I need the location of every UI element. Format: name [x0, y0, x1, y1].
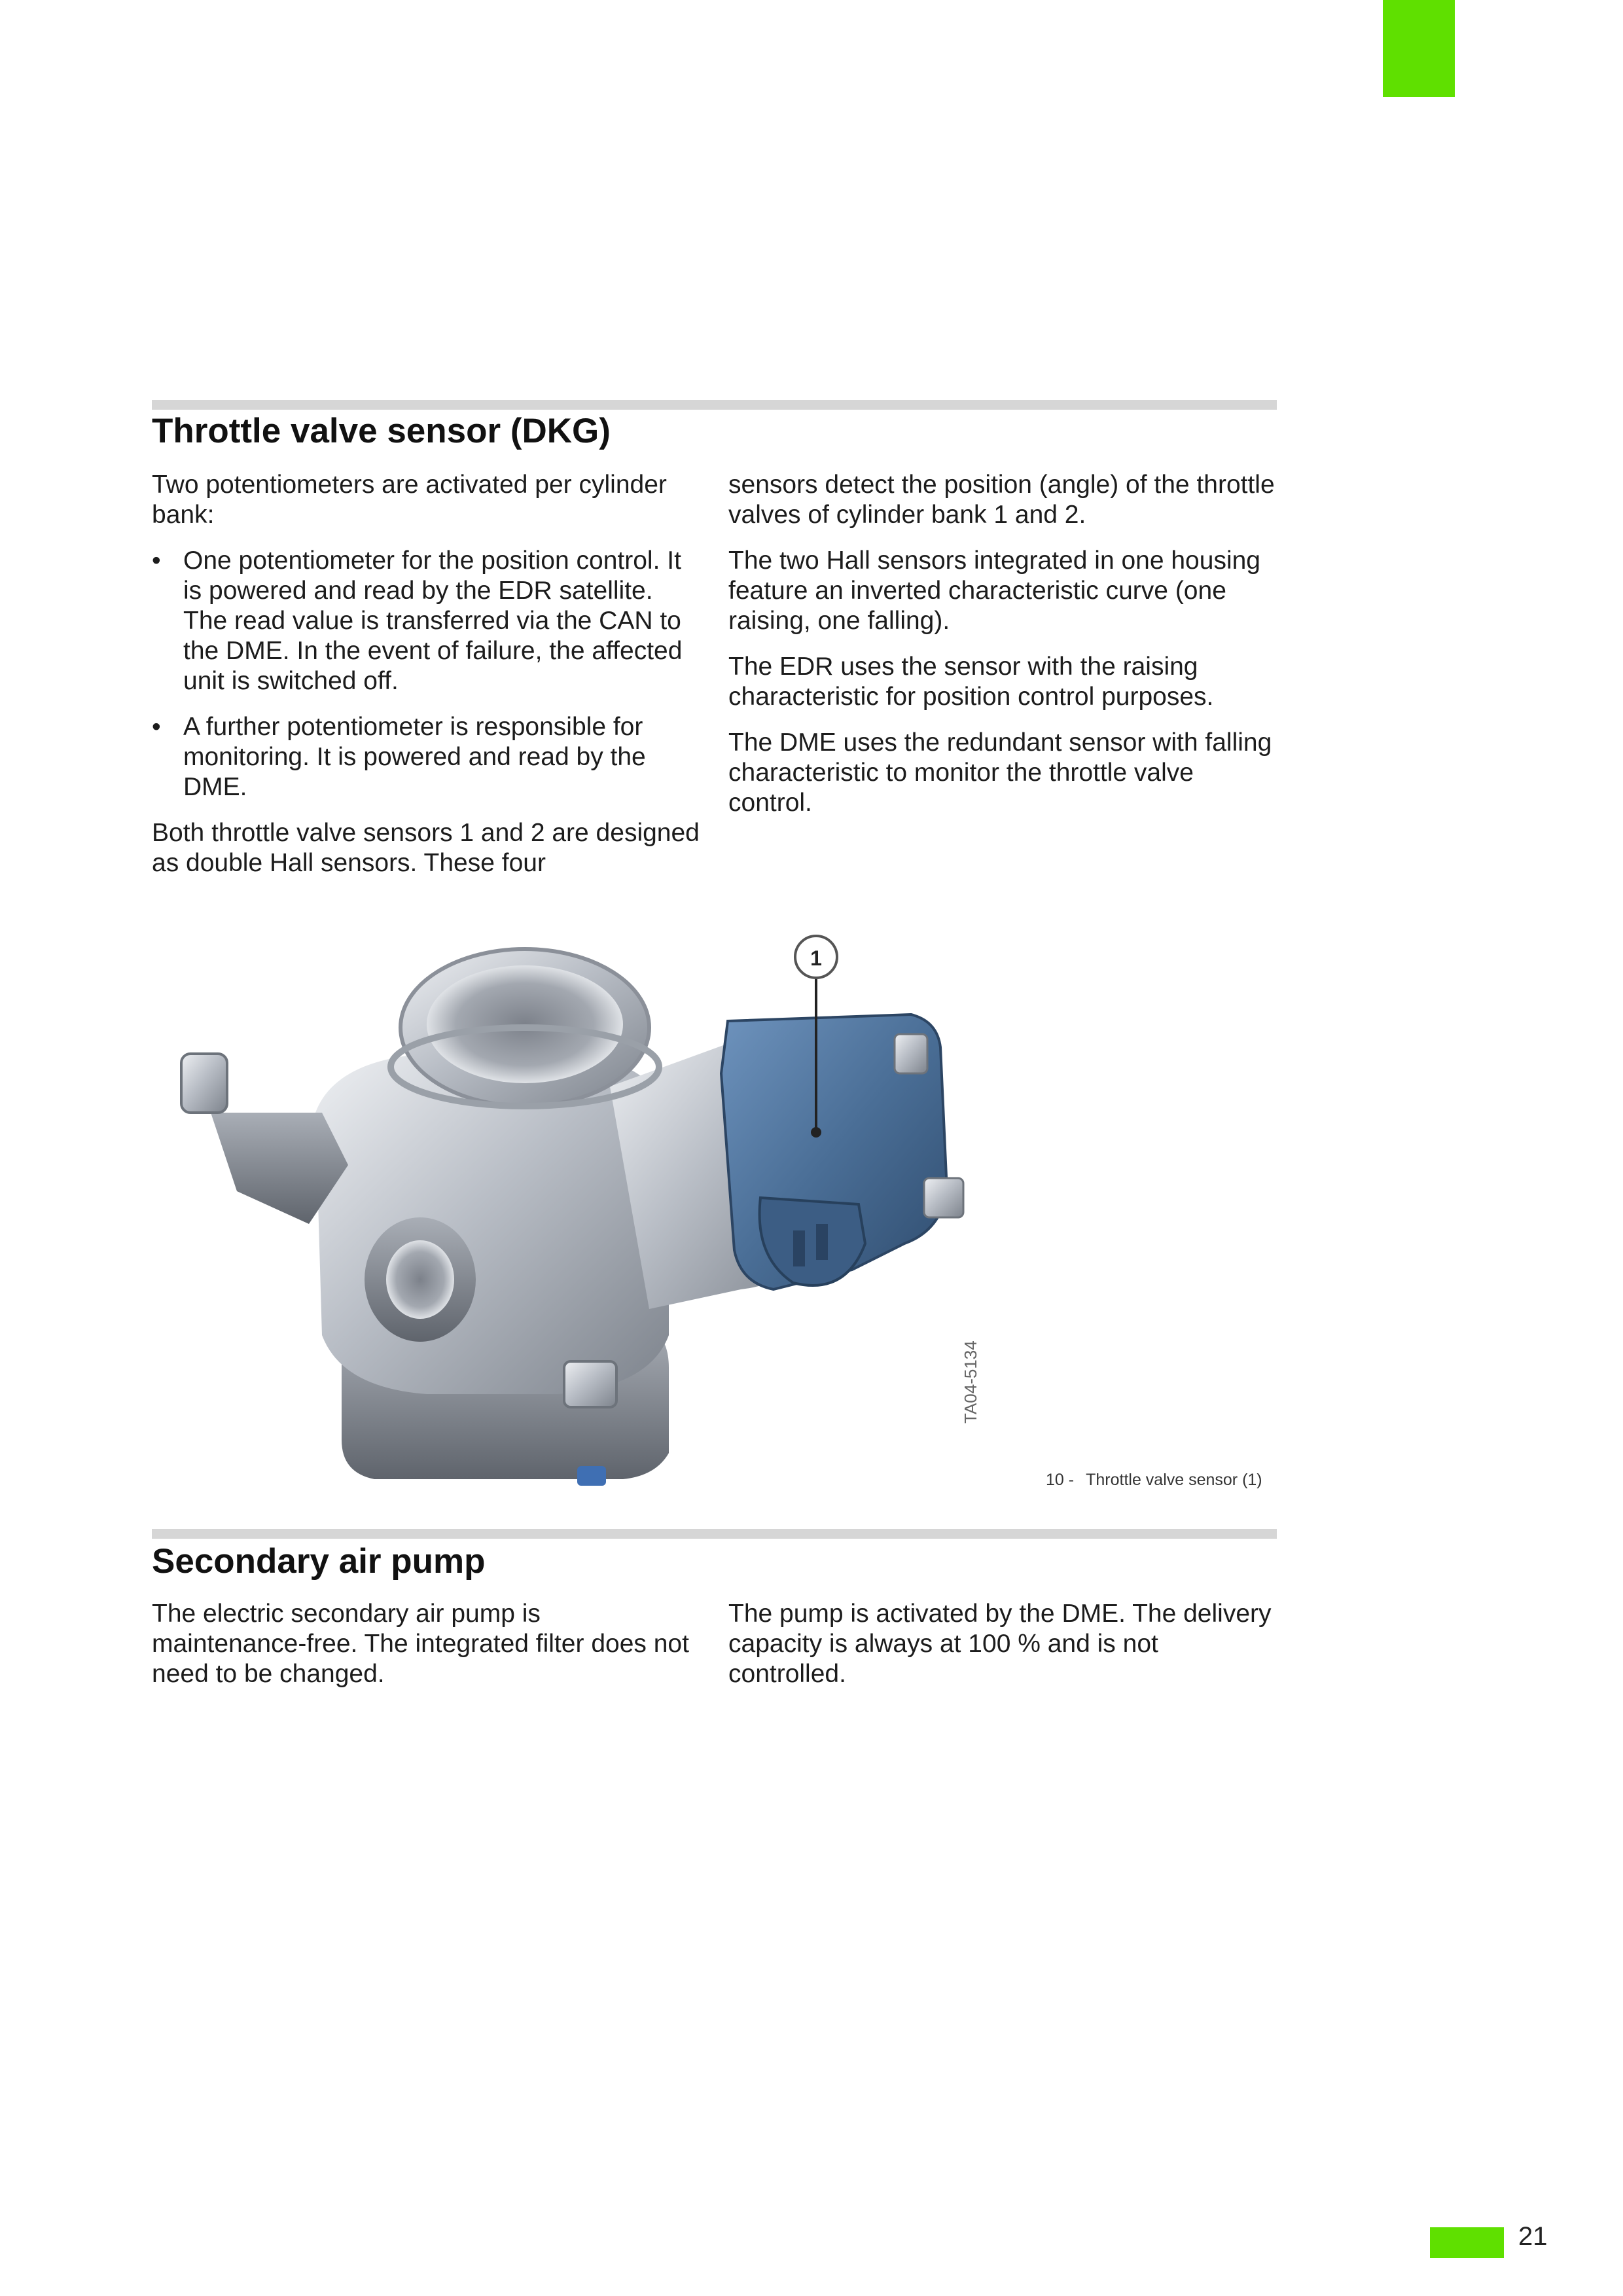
green-page-tab [1430, 2227, 1504, 2258]
pump-activation-paragraph: The pump is activated by the DME. The delivery capacity is always at 100 % and is not controlled. [728, 1600, 1272, 1688]
figure-caption [1046, 1471, 1262, 1490]
green-corner-tab [1383, 0, 1455, 97]
throttle-body-figure [152, 916, 1277, 1505]
hall-sensor-paragraph-end: sensors detect the position (angle) of the throttle valves of cylinder bank 1 and 2. [728, 471, 1275, 529]
section-rule [152, 400, 1277, 410]
pump-maintenance-paragraph: The electric secondary air pump is maintenance-free. The integrated filter does not need to be changed. [152, 1600, 689, 1688]
caption-text: Throttle valve sensor (1) [1086, 1471, 1262, 1489]
hall-sensor-paragraph-start: Both throttle valve sensors 1 and 2 are designed as double Hall sensors. These four [152, 819, 700, 877]
section-title-throttle-valve-sensor: Throttle valve sensor (DKG) [152, 412, 611, 450]
page-number: 21 [1518, 2222, 1548, 2251]
throttle-body-illustration [152, 916, 1277, 1505]
bullet-item: • One potentiometer for the position control. It is powered and read by the EDR satellite. The read value is transferred via the CAN to the DME. In the event of failure, the affected unit is switched off. [152, 546, 702, 696]
right-column [728, 470, 1278, 834]
inverted-curve-paragraph: The two Hall sensors integrated in one housing feature an inverted characteristic curve (one raising, one falling). [728, 547, 1260, 635]
left-column-pump [152, 1599, 702, 1705]
right-column-pump [728, 1599, 1278, 1705]
figure-code: TA04-5134 [961, 1340, 980, 1424]
edr-paragraph: The EDR uses the sensor with the raising characteristic for position control purposes. [728, 653, 1214, 711]
bullet-item: • A further potentiometer is responsible for monitoring. It is powered and read by the DME. [152, 712, 702, 802]
section-title-secondary-air-pump: Secondary air pump [152, 1542, 486, 1581]
left-column [152, 470, 702, 894]
callout-number: 1 [810, 946, 822, 970]
caption-number: 10 - [1046, 1471, 1075, 1489]
dme-paragraph: The DME uses the redundant sensor with falling characteristic to monitor the throttle valve control. [728, 728, 1272, 817]
intro-paragraph: Two potentiometers are activated per cylinder bank: [152, 471, 667, 529]
bullet-list [152, 546, 702, 802]
section-rule [152, 1529, 1277, 1539]
